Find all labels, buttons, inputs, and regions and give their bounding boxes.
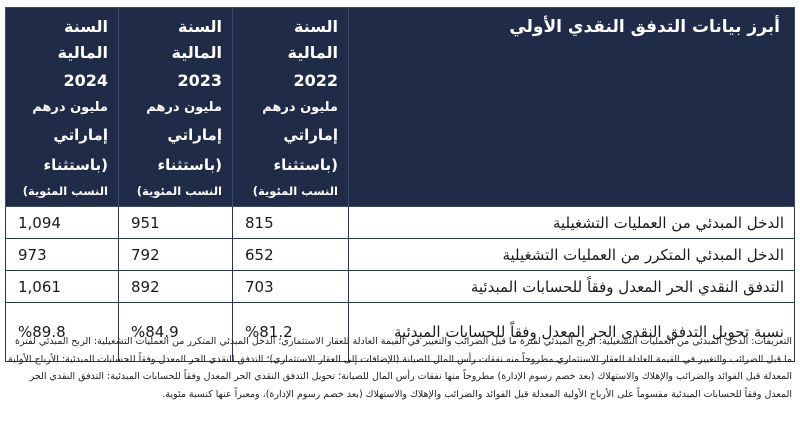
fy-label: السنة المالية [171,17,222,62]
definitions-note: التعريفات: الدخل المبدئي من العمليات التشغيلية: الربح المبدئي لفترة ما قبل الضرائب والتغيير في القيمة العادلة للعقار الاستثماري؛ الدخل المبدئي المتكرر من العمليات التشغيلية: الربح المبدئي لفترة ما قبل الضرائب والتغيير في القيمة العادلة للعقار الاستثماري مطروحاً منه نفقات رأس المال للصيانة (الإضافات إلى العقار الاستثماري)؛ التدفق النقدي الحر المعدل وفقاً للحسابات المبدئية: الأرباح الأولية المعدلة قبل الفوائد والضرائب والإهلاك والاستهلاك (بعد خصم رسوم الإدارة) مطروحاً منها نفقات رأس المال للصيانة؛ تحويل التدفق النقدي الحر المعدل وفقاً للحسابات المبدئية: التدفق النقدي الحر المعدل وفقاً للحسابات المبدئية مقسوماً على الأرباح الأولية المعدلة قبل الفوائد والضرائب والإهلاك والاستهلاك (بعد خصم رسوم الإدارة)، ومعبراً عنها كنسبة مئوية. [8,336,792,400]
cell-2024: 1,061 [6,271,119,303]
fy-unit: مليون درهم [146,100,222,115]
header-fy-2023 [119,8,233,207]
fy-unit-3: النسب المئوية) [136,184,222,198]
cell-2023: 892 [119,271,233,303]
cell-2023: 951 [119,207,233,239]
cell-2024: 973 [6,239,119,271]
fy-label: السنة المالية [287,17,338,62]
fy-unit-2: إماراتي (باستثناء [273,126,338,174]
table-row [6,271,795,303]
fy-unit: مليون درهم [262,100,338,115]
header-fy-2022 [233,8,349,207]
cash-flow-table [5,7,795,362]
row-label: التدفق النقدي الحر المعدل وفقاً للحسابات المبدئية [349,271,795,303]
table-row [6,207,795,239]
fy-unit: مليون درهم [32,100,108,115]
fy-label: السنة المالية [57,17,108,62]
cell-2022: %81.2 [233,303,349,362]
cell-2024: %89.8 [6,303,119,362]
cell-2023: %84.9 [119,303,233,362]
fy-year: 2024 [63,71,108,90]
cell-2024: 1,094 [6,207,119,239]
row-label: الدخل المبدئي المتكرر من العمليات التشغيلية [349,239,795,271]
fy-unit-2: إماراتي (باستثناء [157,126,222,174]
fy-year: 2023 [177,71,222,90]
cell-2022: 703 [233,271,349,303]
fy-unit-3: النسب المئوية) [252,184,338,198]
table-header-row [6,8,795,207]
header-fy-2024 [6,8,119,207]
row-label: الدخل المبدئي من العمليات التشغيلية [349,207,795,239]
cell-2022: 815 [233,207,349,239]
row-label: نسبة تحويل التدفق النقدي الحر المعدل وفقاً للحسابات المبدئية [349,303,795,362]
fy-unit-3: النسب المئوية) [22,184,108,198]
cell-2022: 652 [233,239,349,271]
fy-year: 2022 [293,71,338,90]
fy-unit-2: إماراتي (باستثناء [43,126,108,174]
table-title: أبرز بيانات التدفق النقدي الأولي [349,8,795,207]
cell-2023: 792 [119,239,233,271]
table-row [6,239,795,271]
